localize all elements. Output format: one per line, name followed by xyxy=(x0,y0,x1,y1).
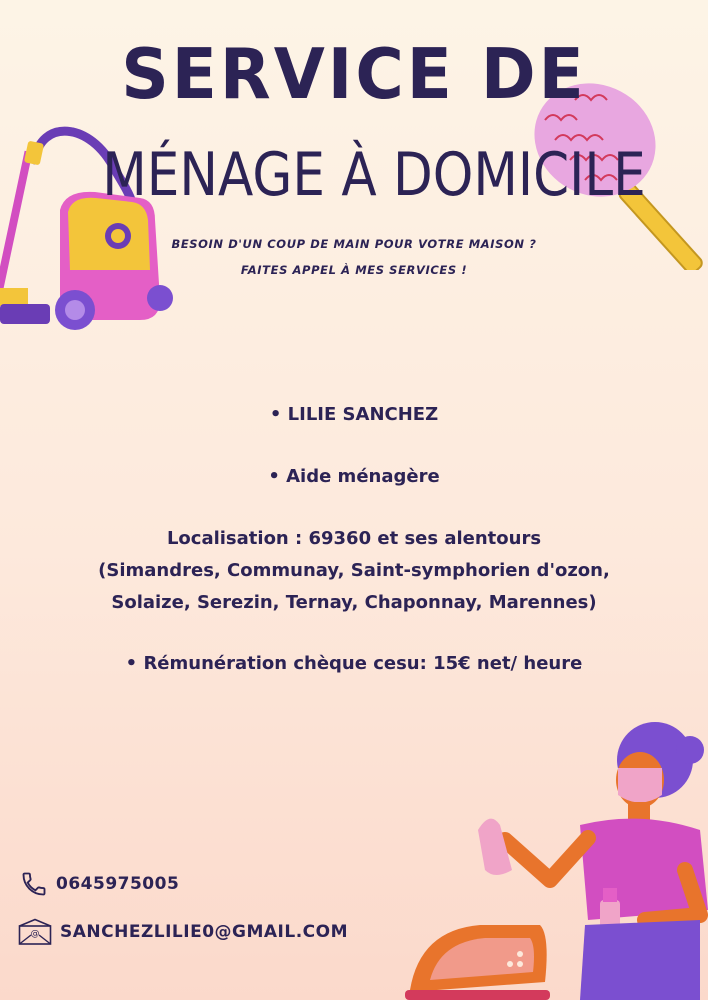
email-icon xyxy=(18,918,52,946)
page-title-line1: SERVICE DE xyxy=(121,34,587,115)
woman-cleaning-illustration xyxy=(400,720,708,1000)
svg-text:@: @ xyxy=(30,929,40,939)
name-item: • LILIE SANCHEZ xyxy=(269,404,439,425)
location-line2: (Simandres, Communay, Saint-symphorien d'ozon, xyxy=(98,560,610,581)
email-address[interactable]: SANCHEZLILIE0@GMAIL.COM xyxy=(60,922,349,942)
role-item: • Aide ménagère xyxy=(268,466,440,487)
location-line1: Localisation : 69360 et ses alentours xyxy=(166,528,542,549)
location-line3: Solaize, Serezin, Ternay, Chaponnay, Marennes) xyxy=(111,592,597,613)
tagline-line1: BESOIN D'UN COUP DE MAIN POUR VOTRE MAISON ? xyxy=(171,237,537,251)
tagline-line2: FAITES APPEL À MES SERVICES ! xyxy=(240,263,468,277)
phone-number[interactable]: 0645975005 xyxy=(56,874,180,894)
phone-icon xyxy=(20,870,48,898)
page-title-line2: MÉNAGE À DOMICILE xyxy=(102,140,646,210)
payment-item: • Rémunération chèque cesu: 15€ net/ heure xyxy=(125,653,583,674)
